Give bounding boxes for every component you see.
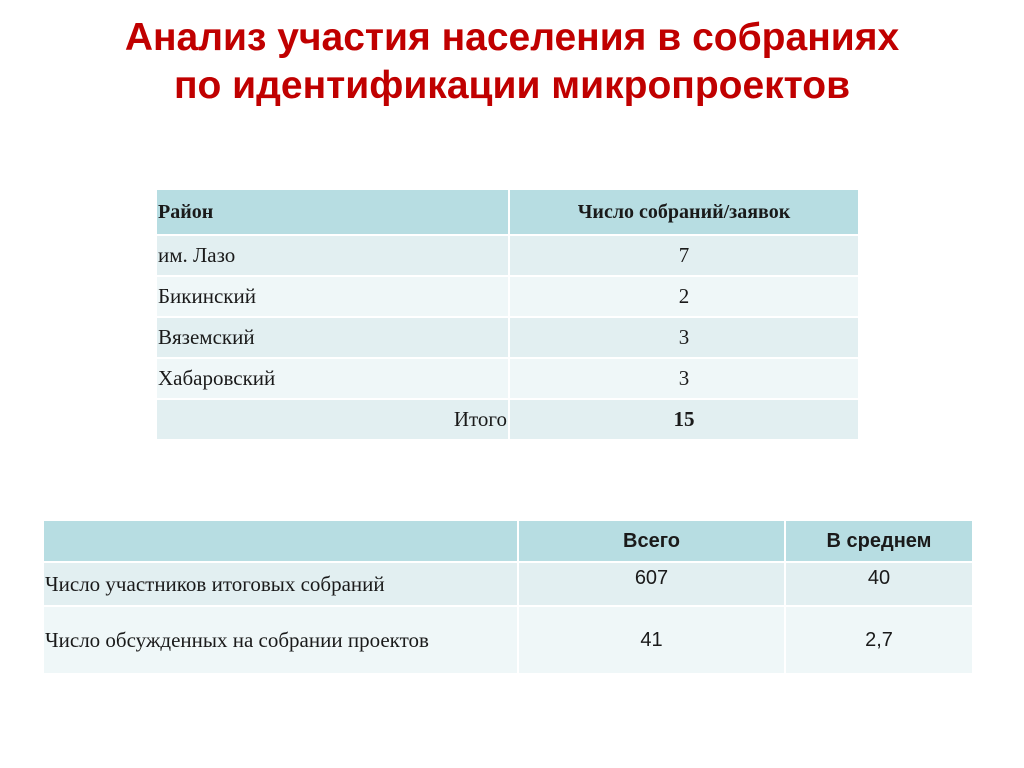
meetings-count: 3 xyxy=(509,358,859,399)
districts-table xyxy=(157,190,860,441)
total-label: Итого xyxy=(157,399,509,440)
header-total: Всего xyxy=(518,521,785,562)
slide-title-line-1: Анализ участия населения в собраниях xyxy=(124,16,900,59)
district-name: Вяземский xyxy=(157,317,509,358)
row-label: Число участников итоговых собраний xyxy=(44,562,518,606)
header-empty xyxy=(44,521,518,562)
meetings-count: 2 xyxy=(509,276,859,317)
header-district: Район xyxy=(157,190,509,235)
row-label: Число обсужденных на собрании проектов xyxy=(44,606,518,674)
table-row xyxy=(157,358,859,399)
districts-table-header-row xyxy=(157,190,859,235)
average-value: 2,7 xyxy=(785,606,973,674)
table-row xyxy=(157,276,859,317)
total-value: 607 xyxy=(518,562,785,606)
average-value: 40 xyxy=(785,562,973,606)
total-value: 15 xyxy=(509,399,859,440)
total-row xyxy=(157,399,859,440)
total-value: 41 xyxy=(518,606,785,674)
summary-table-header-row xyxy=(44,521,973,562)
header-meetings-count: Число собраний/заявок xyxy=(509,190,859,235)
header-average: В среднем xyxy=(785,521,973,562)
district-name: Хабаровский xyxy=(157,358,509,399)
district-name: им. Лазо xyxy=(157,235,509,276)
meetings-count: 3 xyxy=(509,317,859,358)
district-name: Бикинский xyxy=(157,276,509,317)
table-row xyxy=(157,235,859,276)
slide-title-line-2: по идентификации микропроектов xyxy=(173,64,851,107)
table-row xyxy=(44,562,973,606)
table-row xyxy=(44,606,973,674)
meetings-count: 7 xyxy=(509,235,859,276)
table-row xyxy=(157,317,859,358)
summary-table xyxy=(44,521,974,675)
slide-title xyxy=(0,14,1024,110)
